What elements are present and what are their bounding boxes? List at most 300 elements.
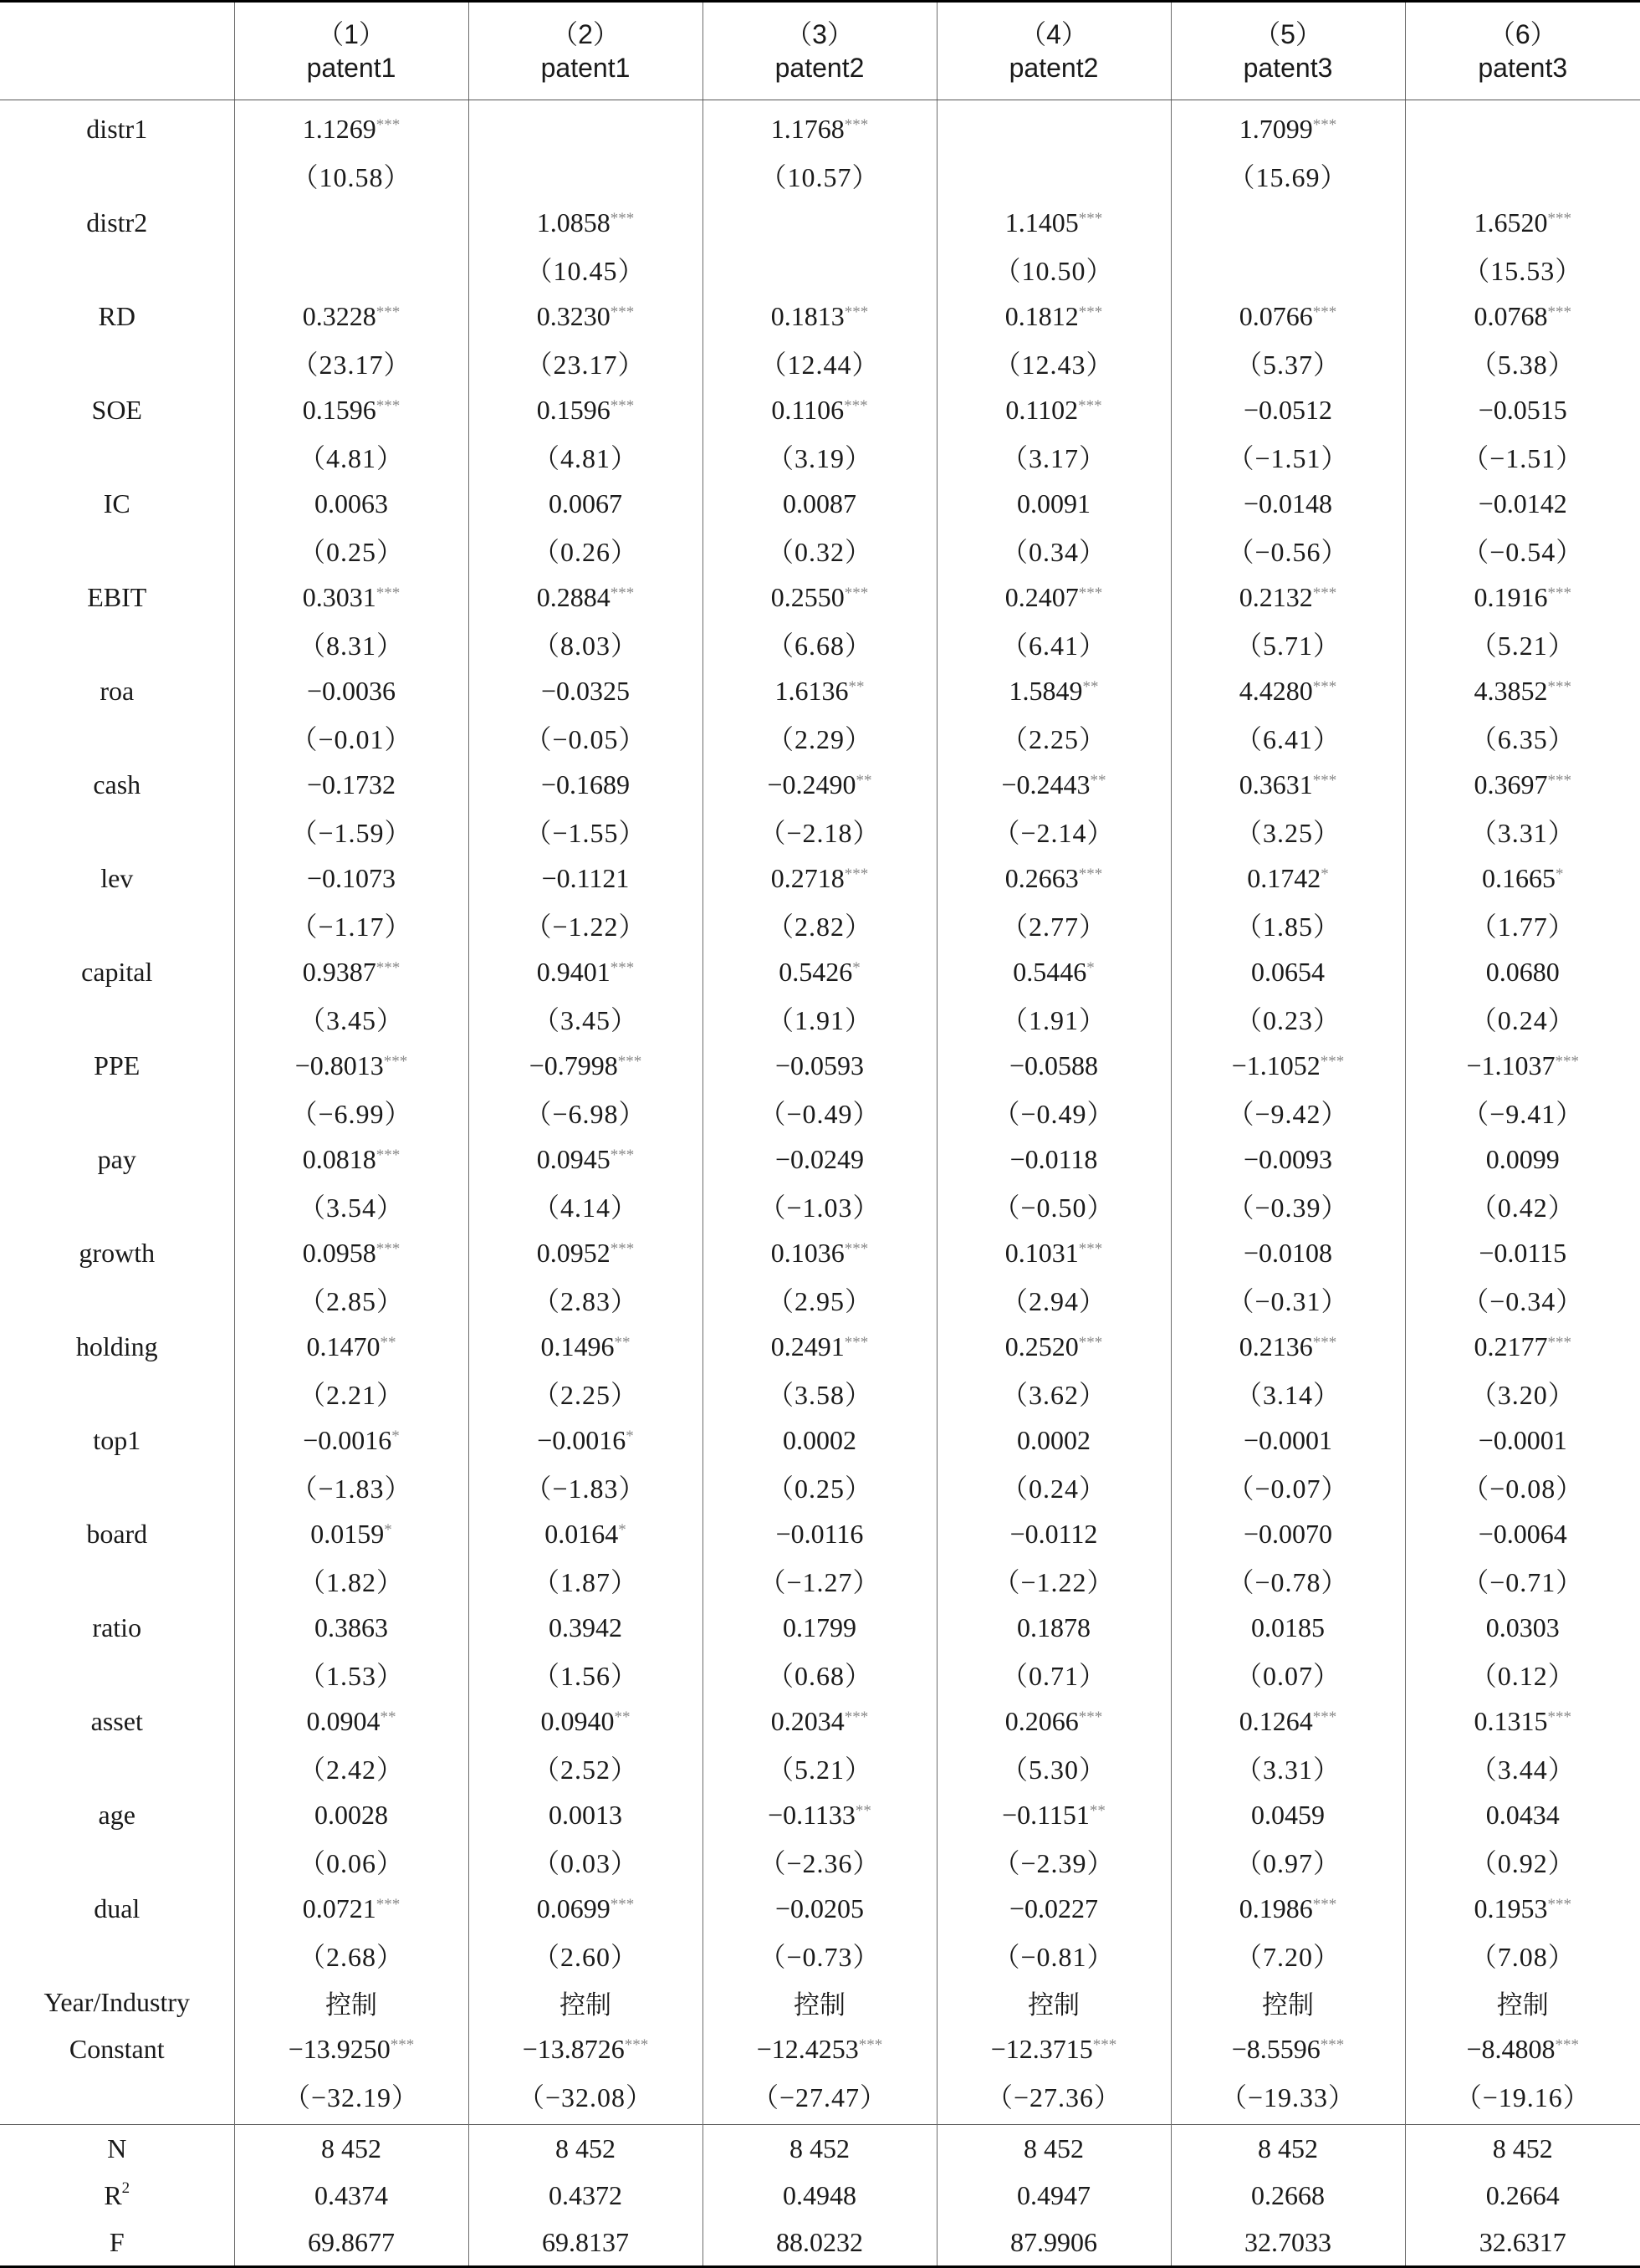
t-stat-cell bbox=[234, 1183, 468, 1229]
t-stat-cell bbox=[234, 1651, 468, 1698]
cell-value: 0.0091 bbox=[1017, 488, 1091, 518]
coefficient-cell bbox=[702, 1136, 937, 1183]
t-stat-cell bbox=[702, 1838, 937, 1885]
coefficient-cell bbox=[702, 386, 937, 433]
cell-value: 0.0002 bbox=[1017, 1425, 1091, 1455]
coefficient-cell bbox=[937, 1042, 1171, 1089]
significance-stars: * bbox=[626, 1428, 634, 1445]
statistic-value bbox=[234, 2219, 468, 2267]
t-stat-cell bbox=[1405, 621, 1640, 667]
cell-value: （−27.47） bbox=[752, 2082, 887, 2112]
coefficient-cell bbox=[234, 293, 468, 340]
cell-value: −0.0112 bbox=[1010, 1519, 1098, 1549]
variable-name bbox=[0, 386, 234, 433]
cell-value: （−27.36） bbox=[986, 2082, 1121, 2112]
cell-value: （8.03） bbox=[533, 631, 638, 661]
cell-value: roa bbox=[100, 676, 134, 706]
significance-stars: ** bbox=[1090, 1802, 1106, 1820]
t-stat-cell bbox=[702, 902, 937, 948]
coefficient-row bbox=[0, 667, 1640, 714]
cell-value: 控制 bbox=[1497, 1990, 1549, 2020]
empty-label-cell bbox=[0, 1932, 234, 1979]
significance-stars: *** bbox=[1313, 116, 1337, 134]
cell-value: −0.0001 bbox=[1244, 1425, 1332, 1455]
variable-name bbox=[0, 1791, 234, 1838]
t-stat-cell bbox=[937, 1183, 1171, 1229]
t-stat-cell bbox=[1405, 1838, 1640, 1885]
cell-value: （15.53） bbox=[1463, 256, 1582, 286]
cell-value: 0.1264 bbox=[1239, 1706, 1313, 1736]
cell-value: （3.45） bbox=[299, 1005, 404, 1035]
cell-value: 0.0185 bbox=[1251, 1612, 1325, 1642]
cell-value: （2.25） bbox=[533, 1380, 638, 1410]
t-stat-cell bbox=[937, 246, 1171, 293]
significance-stars: *** bbox=[845, 585, 869, 602]
coefficient-cell bbox=[937, 2025, 1171, 2072]
cell-value: （−0.39） bbox=[1227, 1193, 1348, 1223]
coefficient-cell bbox=[937, 1510, 1171, 1557]
cell-value: （6.41） bbox=[1235, 724, 1341, 754]
cell-value: （0.03） bbox=[533, 1848, 638, 1878]
significance-stars: *** bbox=[1548, 1709, 1572, 1726]
cell-value: −0.0093 bbox=[1244, 1144, 1332, 1174]
significance-stars: ** bbox=[856, 772, 872, 789]
t-stat-cell bbox=[468, 1370, 702, 1417]
significance-stars: * bbox=[384, 1521, 392, 1539]
coefficient-cell bbox=[1405, 1698, 1640, 1744]
coefficient-row bbox=[0, 761, 1640, 808]
cell-value: 0.1986 bbox=[1239, 1893, 1313, 1923]
cell-value: 32.7033 bbox=[1244, 2227, 1331, 2257]
significance-stars: *** bbox=[845, 1334, 869, 1351]
cell-value: （−6.98） bbox=[524, 1099, 646, 1129]
cell-value: （1.77） bbox=[1470, 912, 1576, 942]
t-stat-row bbox=[0, 1089, 1640, 1136]
t-stat-cell bbox=[1171, 1276, 1405, 1323]
coefficient-row bbox=[0, 1604, 1640, 1651]
cell-value: （−1.59） bbox=[290, 818, 411, 848]
t-stat-cell bbox=[234, 808, 468, 855]
cell-value: （3.31） bbox=[1235, 1755, 1341, 1785]
statistic-value bbox=[702, 2219, 937, 2267]
cell-value: −0.0036 bbox=[307, 676, 396, 706]
coefficient-cell bbox=[1171, 1323, 1405, 1370]
cell-value: distr1 bbox=[86, 114, 147, 144]
cell-value: （2.83） bbox=[533, 1286, 638, 1316]
significance-stars: *** bbox=[611, 304, 635, 321]
cell-value: （10.45） bbox=[525, 256, 645, 286]
coefficient-cell bbox=[468, 1417, 702, 1463]
cell-value: −0.0325 bbox=[541, 676, 630, 706]
cell-value: 1.5849 bbox=[1009, 676, 1083, 706]
coefficient-cell bbox=[234, 667, 468, 714]
t-stat-cell bbox=[1405, 1651, 1640, 1698]
coefficient-row bbox=[0, 293, 1640, 340]
coefficient-cell bbox=[937, 199, 1171, 246]
cell-value: 0.1878 bbox=[1017, 1612, 1091, 1642]
cell-value: 0.5446 bbox=[1013, 957, 1086, 987]
coefficient-cell bbox=[1171, 574, 1405, 621]
cell-value: （0.34） bbox=[1001, 537, 1106, 567]
coefficient-cell bbox=[468, 1323, 702, 1370]
coefficient-cell bbox=[702, 2025, 937, 2072]
t-stat-cell bbox=[1405, 340, 1640, 386]
t-stat-cell bbox=[1405, 1557, 1640, 1604]
t-stat-cell bbox=[702, 2072, 937, 2125]
t-stat-cell bbox=[702, 1932, 937, 1979]
cell-value: 0.0768 bbox=[1474, 301, 1548, 331]
coefficient-cell bbox=[1405, 667, 1640, 714]
cell-value: （−1.27） bbox=[759, 1567, 880, 1597]
t-stat-cell bbox=[1405, 527, 1640, 574]
significance-stars: *** bbox=[611, 585, 635, 602]
t-stat-cell bbox=[937, 433, 1171, 480]
cell-value: 8 452 bbox=[321, 2133, 381, 2163]
cell-value: 0.1031 bbox=[1005, 1238, 1079, 1268]
coefficient-row bbox=[0, 386, 1640, 433]
coefficient-cell bbox=[1171, 855, 1405, 902]
t-stat-cell bbox=[234, 1370, 468, 1417]
cell-value: −0.0115 bbox=[1479, 1238, 1566, 1268]
significance-stars: ** bbox=[849, 678, 865, 696]
t-stat-cell bbox=[1405, 1370, 1640, 1417]
t-stat-cell bbox=[1171, 1838, 1405, 1885]
column-header bbox=[234, 2, 468, 100]
cell-value: cash bbox=[93, 769, 140, 799]
t-stat-row bbox=[0, 1744, 1640, 1791]
statistic-row bbox=[0, 2172, 1640, 2219]
significance-stars: *** bbox=[1313, 585, 1337, 602]
cell-value: （2.29） bbox=[767, 724, 872, 754]
cell-value: −12.4253 bbox=[757, 2034, 859, 2064]
statistic-value bbox=[468, 2172, 702, 2219]
cell-value: 0.0818 bbox=[303, 1144, 376, 1174]
t-stat-cell bbox=[1171, 1370, 1405, 1417]
significance-stars: *** bbox=[611, 1240, 635, 1258]
significance-stars: *** bbox=[844, 397, 868, 415]
significance-stars: *** bbox=[1313, 1896, 1337, 1913]
coefficient-cell bbox=[702, 1604, 937, 1651]
cell-value: −0.0116 bbox=[776, 1519, 864, 1549]
t-stat-cell bbox=[702, 340, 937, 386]
cell-value: 0.2664 bbox=[1486, 2180, 1560, 2210]
cell-value: 0.0699 bbox=[537, 1893, 611, 1923]
empty-label-cell bbox=[0, 1183, 234, 1229]
coefficient-cell bbox=[1405, 1885, 1640, 1932]
coefficient-cell bbox=[1405, 293, 1640, 340]
t-stat-cell bbox=[937, 527, 1171, 574]
variable-name bbox=[0, 1229, 234, 1276]
t-stat-cell bbox=[702, 1370, 937, 1417]
cell-value: 8 452 bbox=[1493, 2133, 1553, 2163]
significance-stars: *** bbox=[1548, 585, 1572, 602]
superscript: 2 bbox=[122, 2179, 130, 2197]
coefficient-cell bbox=[937, 293, 1171, 340]
cell-value: −0.2443 bbox=[1001, 769, 1090, 799]
empty-label-cell bbox=[0, 246, 234, 293]
cell-value: −8.4808 bbox=[1466, 2034, 1555, 2064]
t-stat-cell bbox=[1171, 433, 1405, 480]
coefficient-cell bbox=[1171, 1229, 1405, 1276]
t-stat-cell bbox=[234, 902, 468, 948]
cell-value: dual bbox=[94, 1893, 140, 1923]
coefficient-cell bbox=[1171, 1042, 1405, 1089]
t-stat-row bbox=[0, 2072, 1640, 2125]
t-stat-cell bbox=[702, 808, 937, 855]
empty-label-cell bbox=[0, 808, 234, 855]
coefficient-cell bbox=[937, 1417, 1171, 1463]
coefficient-cell bbox=[1171, 480, 1405, 527]
coefficient-cell bbox=[234, 574, 468, 621]
empty-label-cell bbox=[0, 1370, 234, 1417]
cell-value: 8 452 bbox=[555, 2133, 616, 2163]
coefficient-cell bbox=[468, 480, 702, 527]
fixed-effects-row bbox=[0, 1979, 1640, 2025]
statistic-value bbox=[234, 2125, 468, 2173]
significance-stars: ** bbox=[1091, 772, 1106, 789]
cell-value: （−0.78） bbox=[1227, 1567, 1348, 1597]
cell-value: 0.0940 bbox=[541, 1706, 615, 1736]
significance-stars: *** bbox=[376, 116, 401, 134]
empty-label-cell bbox=[0, 714, 234, 761]
t-stat-row bbox=[0, 527, 1640, 574]
t-stat-row bbox=[0, 433, 1640, 480]
coefficient-cell bbox=[468, 667, 702, 714]
t-stat-cell bbox=[937, 2072, 1171, 2125]
coefficient-cell bbox=[234, 2025, 468, 2072]
coefficient-cell bbox=[937, 1698, 1171, 1744]
cell-value: （2.95） bbox=[767, 1286, 872, 1316]
cell-value: 控制 bbox=[559, 1990, 611, 2020]
coefficient-cell bbox=[937, 480, 1171, 527]
empty-label-cell bbox=[0, 1276, 234, 1323]
table-body bbox=[0, 100, 1640, 2125]
coefficient-cell bbox=[234, 1229, 468, 1276]
coefficient-cell bbox=[234, 855, 468, 902]
t-stat-cell bbox=[937, 902, 1171, 948]
coefficient-cell bbox=[234, 761, 468, 808]
coefficient-cell bbox=[468, 855, 702, 902]
t-stat-cell bbox=[937, 714, 1171, 761]
cell-value: 0.3631 bbox=[1239, 769, 1313, 799]
cell-value: （−1.17） bbox=[290, 912, 411, 942]
t-stat-row bbox=[0, 1838, 1640, 1885]
cell-value: （−1.83） bbox=[524, 1474, 646, 1504]
cell-value: （2.25） bbox=[1001, 724, 1106, 754]
cell-value: 0.0945 bbox=[537, 1144, 611, 1174]
control-cell bbox=[1405, 1979, 1640, 2025]
cell-value: （−32.19） bbox=[284, 2082, 419, 2112]
t-stat-row bbox=[0, 995, 1640, 1042]
empty-label-cell bbox=[0, 527, 234, 574]
cell-value: 1.7099 bbox=[1239, 114, 1313, 144]
cell-value: （4.14） bbox=[533, 1193, 638, 1223]
t-stat-row bbox=[0, 1183, 1640, 1229]
cell-value: （3.62） bbox=[1001, 1380, 1106, 1410]
cell-value: 0.3230 bbox=[537, 301, 611, 331]
coefficient-cell bbox=[234, 480, 468, 527]
coefficient-cell bbox=[234, 1791, 468, 1838]
variable-name bbox=[0, 1885, 234, 1932]
cell-value: （0.23） bbox=[1235, 1005, 1341, 1035]
cell-value: 0.0654 bbox=[1251, 957, 1325, 987]
cell-value: （−0.73） bbox=[759, 1942, 880, 1972]
cell-value: 0.1813 bbox=[771, 301, 845, 331]
t-stat-cell bbox=[234, 1463, 468, 1510]
column-header bbox=[468, 2, 702, 100]
cell-value: 0.0303 bbox=[1486, 1612, 1560, 1642]
t-stat-cell bbox=[1405, 246, 1640, 293]
cell-value: （0.68） bbox=[767, 1661, 872, 1691]
column-number: （6） bbox=[1406, 18, 1640, 51]
statistic-value bbox=[937, 2219, 1171, 2267]
variable-name bbox=[0, 855, 234, 902]
statistic-value bbox=[234, 2172, 468, 2219]
t-stat-cell bbox=[937, 1370, 1171, 1417]
cell-value: 0.1953 bbox=[1474, 1893, 1548, 1923]
t-stat-cell bbox=[702, 714, 937, 761]
empty-label-cell bbox=[0, 152, 234, 199]
significance-stars: * bbox=[391, 1428, 400, 1445]
cell-value: 0.1916 bbox=[1474, 582, 1548, 612]
cell-value: −0.0108 bbox=[1244, 1238, 1332, 1268]
t-stat-cell bbox=[1171, 340, 1405, 386]
coefficient-cell bbox=[937, 574, 1171, 621]
cell-value: 0.0434 bbox=[1486, 1800, 1560, 1830]
dependent-variable: patent2 bbox=[703, 51, 937, 84]
coefficient-cell bbox=[702, 855, 937, 902]
significance-stars: *** bbox=[1313, 304, 1337, 321]
cell-value: 0.4948 bbox=[783, 2180, 856, 2210]
t-stat-cell bbox=[1171, 808, 1405, 855]
t-stat-cell bbox=[234, 1744, 468, 1791]
coefficient-cell bbox=[468, 1698, 702, 1744]
cell-value: （−6.99） bbox=[290, 1099, 411, 1129]
statistic-value bbox=[1171, 2125, 1405, 2173]
t-stat-row bbox=[0, 1932, 1640, 1979]
significance-stars: *** bbox=[845, 116, 869, 134]
cell-value: −0.0227 bbox=[1009, 1893, 1098, 1923]
significance-stars: *** bbox=[1548, 1896, 1572, 1913]
statistic-value bbox=[702, 2172, 937, 2219]
cell-value: −0.2490 bbox=[767, 769, 856, 799]
header-row bbox=[0, 2, 1640, 100]
cell-value: 0.2407 bbox=[1005, 582, 1079, 612]
significance-stars: * bbox=[1556, 866, 1564, 883]
cell-value: 0.2066 bbox=[1005, 1706, 1079, 1736]
table-footer bbox=[0, 2125, 1640, 2267]
column-header bbox=[1405, 2, 1640, 100]
cell-value: 0.2132 bbox=[1239, 582, 1313, 612]
coefficient-cell bbox=[1171, 1417, 1405, 1463]
coefficient-cell bbox=[1405, 855, 1640, 902]
cell-value: （−19.33） bbox=[1220, 2082, 1356, 2112]
coefficient-cell bbox=[1405, 1417, 1640, 1463]
coefficient-row bbox=[0, 948, 1640, 995]
coefficient-row bbox=[0, 1229, 1640, 1276]
t-stat-row bbox=[0, 902, 1640, 948]
control-cell bbox=[1171, 1979, 1405, 2025]
cell-value: −0.0148 bbox=[1244, 488, 1332, 518]
cell-value: （23.17） bbox=[525, 350, 645, 380]
cell-value: 1.0858 bbox=[537, 207, 611, 238]
t-stat-cell bbox=[702, 246, 937, 293]
significance-stars: *** bbox=[859, 2036, 883, 2054]
coefficient-cell bbox=[1171, 199, 1405, 246]
coefficient-cell bbox=[468, 1042, 702, 1089]
variable-name bbox=[0, 1136, 234, 1183]
variable-name bbox=[0, 199, 234, 246]
coefficient-cell bbox=[1171, 1791, 1405, 1838]
cell-value: （3.31） bbox=[1470, 818, 1576, 848]
cell-value: −13.8726 bbox=[523, 2034, 625, 2064]
cell-value: （12.44） bbox=[759, 350, 879, 380]
cell-value: top1 bbox=[93, 1425, 140, 1455]
cell-value: 0.2718 bbox=[771, 863, 845, 893]
coefficient-cell bbox=[702, 667, 937, 714]
cell-value: 0.0087 bbox=[783, 488, 856, 518]
t-stat-cell bbox=[1405, 1744, 1640, 1791]
t-stat-cell bbox=[468, 433, 702, 480]
coefficient-cell bbox=[234, 1604, 468, 1651]
coefficient-cell bbox=[1171, 2025, 1405, 2072]
cell-value: RD bbox=[99, 301, 135, 331]
statistic-value bbox=[937, 2125, 1171, 2173]
t-stat-cell bbox=[468, 527, 702, 574]
coefficient-cell bbox=[1405, 386, 1640, 433]
cell-value: 0.2034 bbox=[771, 1706, 845, 1736]
coefficient-cell bbox=[1405, 574, 1640, 621]
t-stat-cell bbox=[468, 902, 702, 948]
cell-value: lev bbox=[100, 863, 133, 893]
cell-value: （−1.22） bbox=[524, 912, 646, 942]
cell-value: −0.0593 bbox=[775, 1050, 864, 1080]
cell-value: 69.8137 bbox=[542, 2227, 629, 2257]
coefficient-cell bbox=[1405, 1604, 1640, 1651]
statistic-value bbox=[1405, 2219, 1640, 2267]
cell-value: （15.69） bbox=[1228, 162, 1347, 192]
coefficient-cell bbox=[468, 1229, 702, 1276]
statistic-name bbox=[0, 2125, 234, 2173]
t-stat-cell bbox=[937, 1557, 1171, 1604]
variable-name bbox=[0, 1979, 234, 2025]
coefficient-row bbox=[0, 1042, 1640, 1089]
cell-value: 0.0063 bbox=[314, 488, 388, 518]
significance-stars: *** bbox=[611, 210, 635, 227]
coefficient-cell bbox=[1405, 761, 1640, 808]
cell-value: （5.21） bbox=[767, 1755, 872, 1785]
t-stat-cell bbox=[937, 808, 1171, 855]
cell-value: −0.1133 bbox=[768, 1800, 856, 1830]
cell-value: 0.9401 bbox=[537, 957, 611, 987]
cell-value: −0.1073 bbox=[307, 863, 396, 893]
t-stat-cell bbox=[468, 1557, 702, 1604]
cell-value: （−0.05） bbox=[524, 724, 646, 754]
t-stat-cell bbox=[702, 1463, 937, 1510]
cell-value: 1.1768 bbox=[771, 114, 845, 144]
significance-stars: *** bbox=[1548, 304, 1572, 321]
cell-value: 0.0028 bbox=[314, 1800, 388, 1830]
significance-stars: *** bbox=[376, 1240, 401, 1258]
coefficient-cell bbox=[468, 1791, 702, 1838]
t-stat-cell bbox=[468, 1183, 702, 1229]
cell-value: （1.56） bbox=[533, 1661, 638, 1691]
cell-value: −0.0142 bbox=[1479, 488, 1567, 518]
cell-value: 0.2136 bbox=[1239, 1331, 1313, 1361]
significance-stars: *** bbox=[611, 959, 635, 977]
cell-value: 0.0721 bbox=[303, 1893, 376, 1923]
cell-value: −13.9250 bbox=[289, 2034, 391, 2064]
